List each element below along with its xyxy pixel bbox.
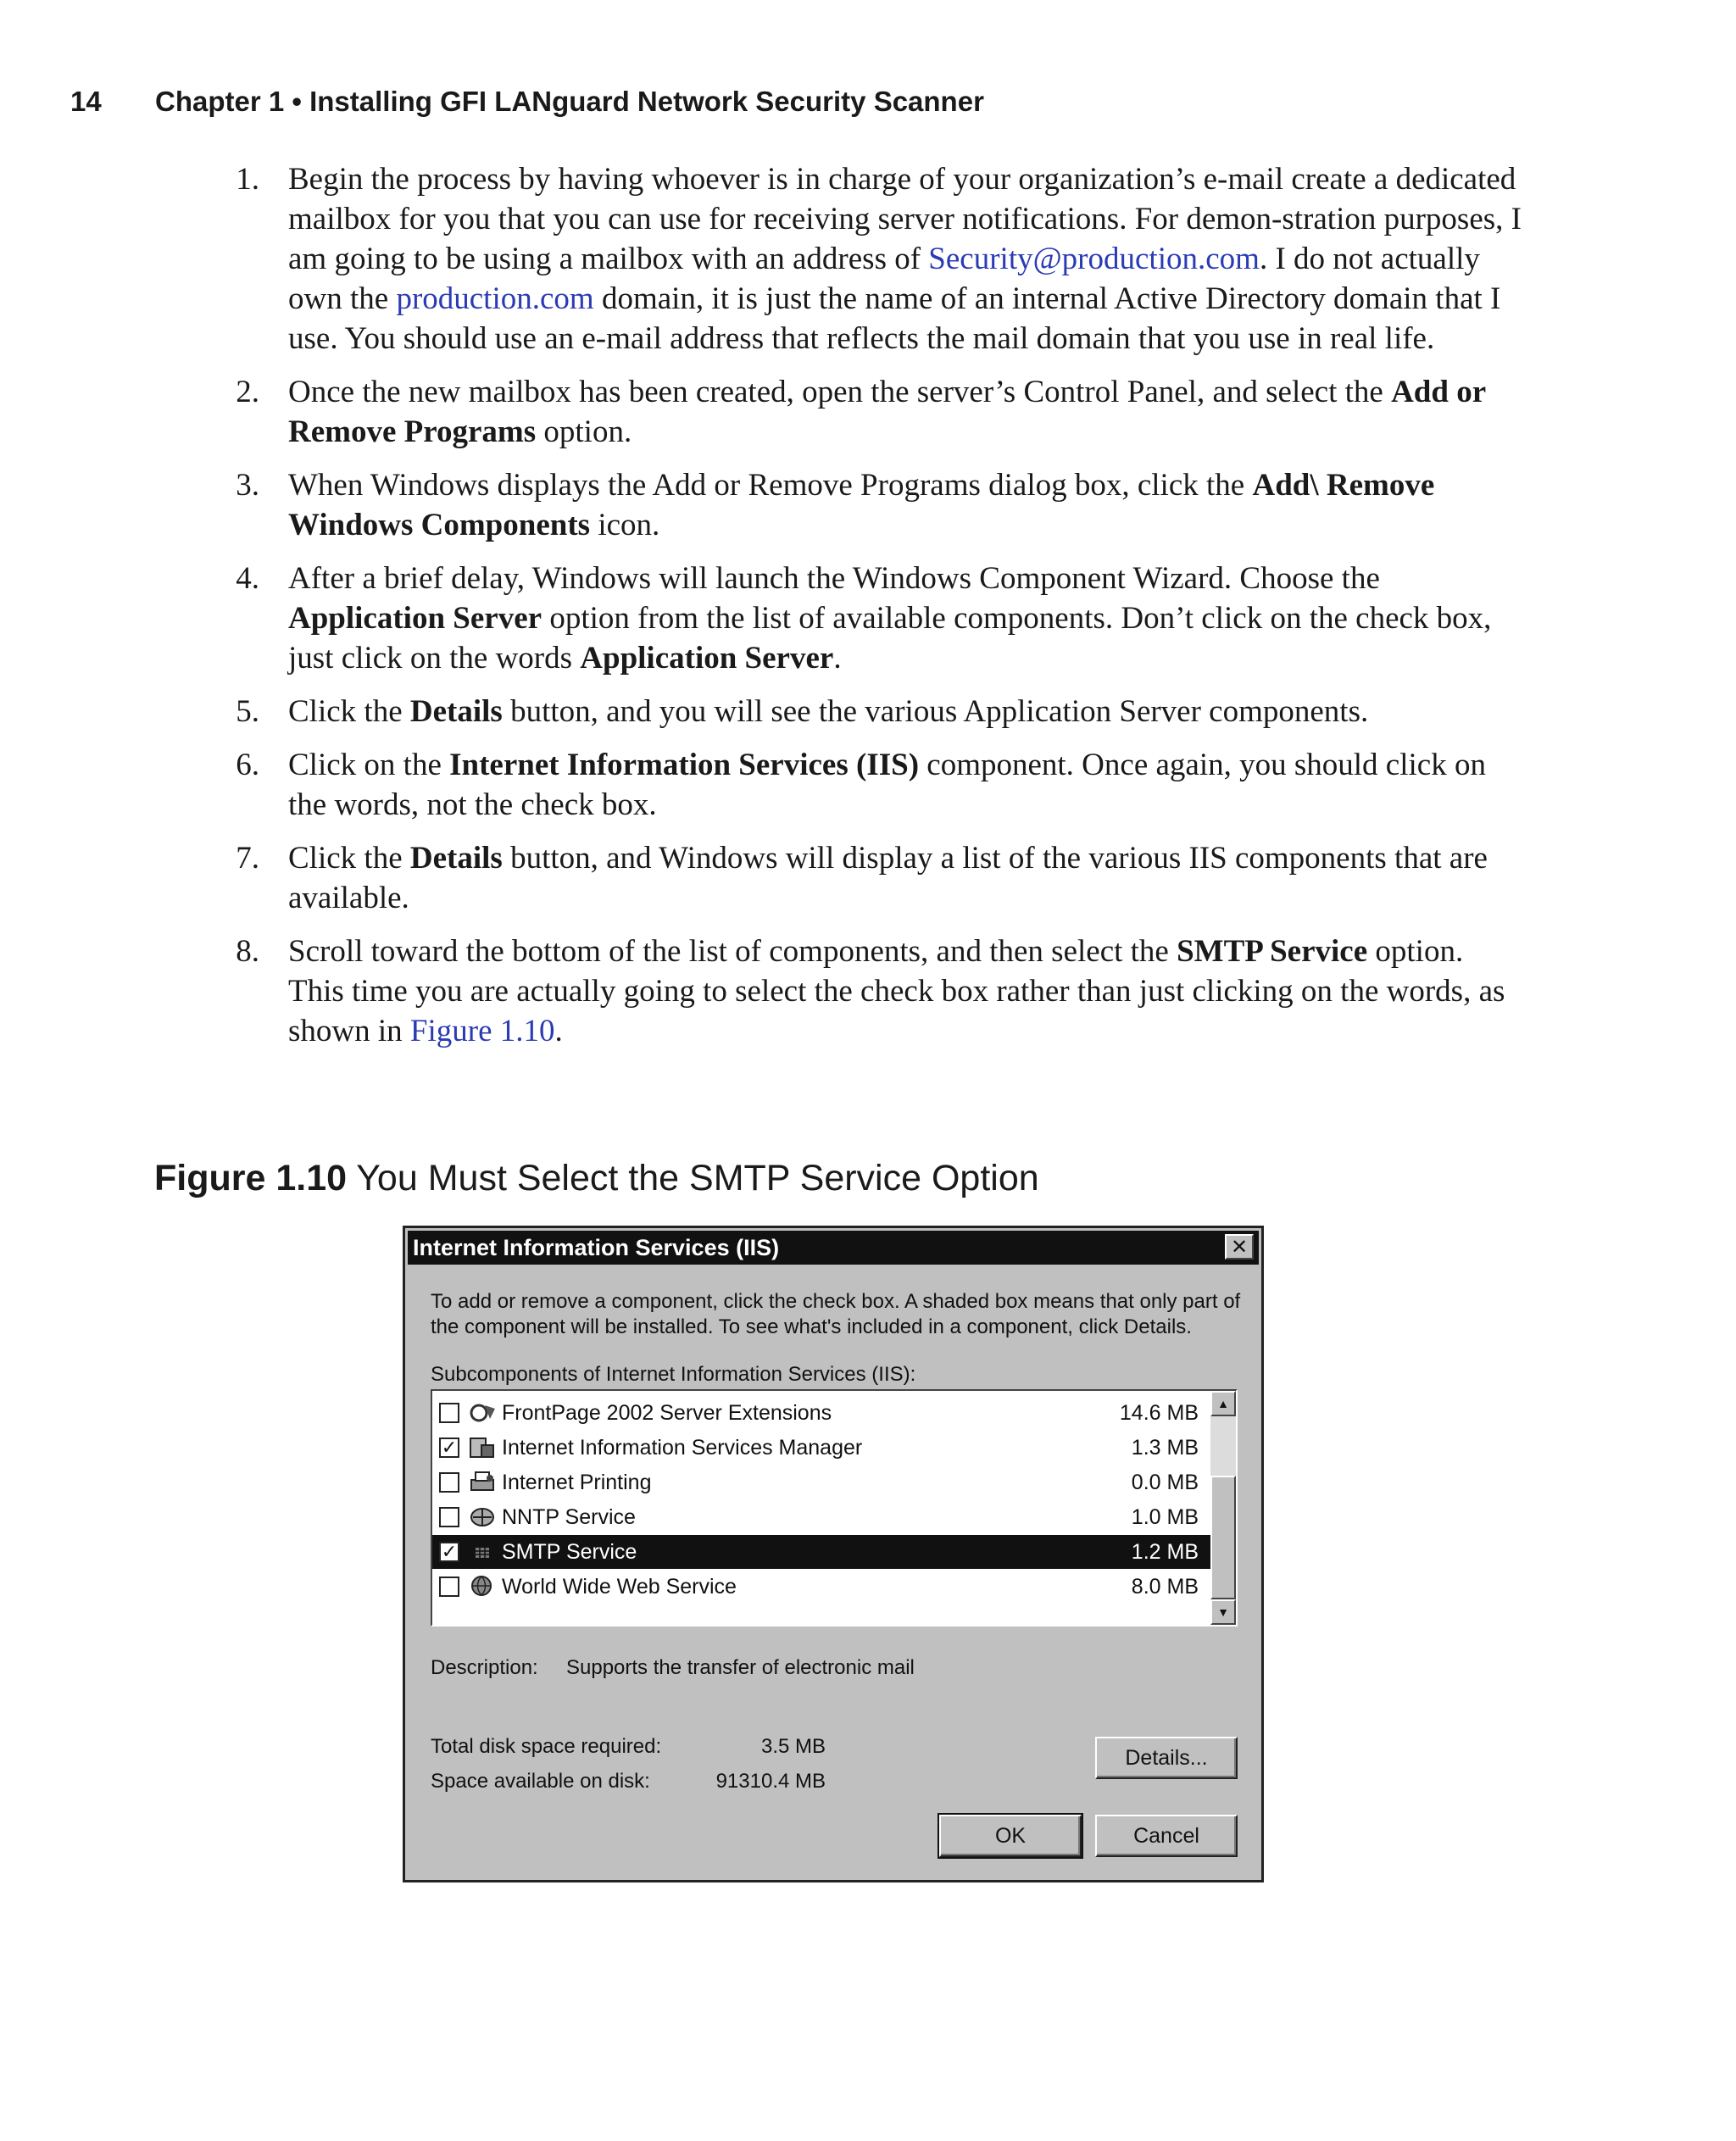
step-number: 6. bbox=[236, 748, 259, 782]
step-item bbox=[220, 931, 1526, 1051]
running-title: Chapter 1 • Installing GFI LANguard Network Security Scanner bbox=[155, 86, 984, 117]
nntp-icon bbox=[468, 1504, 497, 1530]
step-text: option from the list of available components. Don’t click on the check box, just click on the words bbox=[288, 601, 1492, 676]
component-row[interactable] bbox=[432, 1570, 1210, 1604]
component-size: 14.6 MB bbox=[1119, 1400, 1199, 1425]
step-item bbox=[220, 692, 1526, 731]
step-text: Click on the bbox=[288, 748, 450, 782]
ok-button[interactable]: OK bbox=[939, 1815, 1082, 1857]
iis-dialog bbox=[403, 1226, 1264, 1882]
component-label: SMTP Service bbox=[502, 1539, 637, 1564]
component-checkbox[interactable] bbox=[439, 1403, 459, 1423]
page-number: 14 bbox=[70, 86, 102, 117]
step-text: button, and you will see the various Application Server components. bbox=[502, 694, 1369, 729]
list-scrollbar[interactable] bbox=[1210, 1391, 1236, 1625]
total-space-label: Total disk space required: bbox=[431, 1735, 662, 1758]
step-number: 5. bbox=[236, 694, 259, 729]
component-label: Internet Information Services Manager bbox=[502, 1435, 863, 1460]
available-space-label: Space available on disk: bbox=[431, 1770, 650, 1793]
component-label: NNTP Service bbox=[502, 1504, 636, 1529]
close-button[interactable] bbox=[1225, 1234, 1254, 1260]
step-text: . I do not actually own the bbox=[288, 242, 1480, 316]
step-item bbox=[220, 465, 1526, 545]
close-icon: ✕ bbox=[1230, 1235, 1249, 1259]
component-checkbox[interactable] bbox=[439, 1472, 459, 1493]
component-checkbox[interactable]: ✓ bbox=[439, 1542, 459, 1562]
component-row[interactable] bbox=[432, 1396, 1210, 1430]
step-number: 3. bbox=[236, 468, 259, 503]
subcomponents-label: Subcomponents of Internet Information Services (IIS): bbox=[431, 1363, 916, 1386]
printer-icon bbox=[468, 1470, 497, 1495]
instruction-steps bbox=[220, 159, 1526, 1065]
step-item bbox=[220, 559, 1526, 678]
frontpage-icon bbox=[468, 1400, 497, 1426]
component-size: 1.2 MB bbox=[1131, 1539, 1199, 1564]
step-text: Once the new mailbox has been created, open the server’s Control Panel, and select the bbox=[288, 375, 1392, 409]
step-link[interactable]: production.com bbox=[396, 281, 594, 316]
step-item bbox=[220, 745, 1526, 825]
scroll-down-button[interactable]: ▼ bbox=[1210, 1599, 1236, 1625]
step-bold-text: Add\ Remove Windows Components bbox=[288, 468, 1435, 542]
smtp-icon bbox=[468, 1539, 497, 1565]
step-number: 8. bbox=[236, 934, 259, 969]
component-row[interactable] bbox=[432, 1500, 1210, 1534]
step-text: When Windows displays the Add or Remove Programs dialog box, click the bbox=[288, 468, 1253, 503]
step-text: component. Once again, you should click on the words, not the check box. bbox=[288, 748, 1486, 822]
step-item bbox=[220, 372, 1526, 452]
step-text: button, and Windows will display a list of the various IIS components that are available. bbox=[288, 841, 1488, 915]
details-button[interactable]: Details... bbox=[1095, 1737, 1238, 1779]
step-text: . bbox=[833, 641, 842, 676]
step-text: option. bbox=[536, 414, 632, 449]
component-size: 8.0 MB bbox=[1131, 1574, 1199, 1599]
description-label: Description: bbox=[431, 1656, 538, 1679]
component-label: World Wide Web Service bbox=[502, 1574, 737, 1599]
component-size: 1.0 MB bbox=[1131, 1504, 1199, 1529]
step-text: option. This time you are actually going to select the check box rather than just clicking on the words, as shown in bbox=[288, 934, 1505, 1048]
component-size: 0.0 MB bbox=[1131, 1470, 1199, 1494]
running-header bbox=[70, 85, 984, 119]
dialog-title: Internet Information Services (IIS) bbox=[413, 1234, 780, 1260]
step-bold-text: Internet Information Services (IIS) bbox=[449, 748, 920, 782]
step-text: Click the bbox=[288, 841, 410, 876]
total-space-value: 3.5 MB bbox=[760, 1735, 826, 1758]
component-checkbox[interactable] bbox=[439, 1507, 459, 1527]
available-space-value: 91310.4 MB bbox=[715, 1770, 826, 1793]
step-text: icon. bbox=[590, 508, 660, 542]
component-row[interactable] bbox=[432, 1535, 1210, 1569]
step-text: . bbox=[554, 1014, 563, 1048]
step-number: 1. bbox=[236, 162, 259, 197]
dialog-instructions: To add or remove a component, click the check box. A shaded box means that only part of the component will be installed. To see what's included in a component, click Details. bbox=[431, 1290, 1241, 1338]
dialog-titlebar bbox=[408, 1231, 1259, 1265]
step-bold-text: Details bbox=[409, 841, 503, 876]
step-bold-text: Application Server bbox=[580, 641, 834, 676]
step-bold-text: Details bbox=[409, 694, 503, 729]
component-label: FrontPage 2002 Server Extensions bbox=[502, 1400, 832, 1425]
scroll-up-button[interactable]: ▲ bbox=[1210, 1391, 1236, 1416]
step-number: 2. bbox=[236, 375, 259, 409]
iis-manager-icon bbox=[468, 1435, 497, 1460]
step-bold-text: Application Server bbox=[288, 601, 542, 636]
scroll-thumb[interactable] bbox=[1210, 1476, 1236, 1599]
step-bold-text: SMTP Service bbox=[1177, 934, 1368, 969]
step-text: Click the bbox=[288, 694, 410, 729]
component-label: Internet Printing bbox=[502, 1470, 652, 1494]
component-checkbox[interactable]: ✓ bbox=[439, 1438, 459, 1458]
subcomponents-list[interactable] bbox=[431, 1389, 1238, 1627]
step-text: Begin the process by having whoever is in charge of your organization’s e-mail create a dedicated mailbox for you that you can use for receiving server notifications. For demon-stration purposes, I am going to be using a mailbox with an address of bbox=[288, 162, 1522, 276]
component-row[interactable] bbox=[432, 1465, 1210, 1499]
step-text: domain, it is just the name of an internal Active Directory domain that I use. You should use an e-mail address that reflects the mail domain that you use in real life. bbox=[288, 281, 1501, 356]
step-bold-text: Add or Remove Programs bbox=[288, 375, 1486, 449]
step-link[interactable]: Figure 1.10 bbox=[409, 1014, 555, 1048]
description-value: Supports the transfer of electronic mail bbox=[566, 1656, 915, 1679]
web-globe-icon bbox=[468, 1574, 497, 1599]
step-text: After a brief delay, Windows will launch the Windows Component Wizard. Choose the bbox=[288, 561, 1380, 596]
figure-label: Figure 1.10 bbox=[154, 1158, 348, 1198]
component-size: 1.3 MB bbox=[1131, 1435, 1199, 1460]
step-number: 4. bbox=[236, 561, 259, 596]
step-item bbox=[220, 838, 1526, 918]
component-checkbox[interactable] bbox=[439, 1577, 459, 1597]
component-row[interactable] bbox=[432, 1431, 1210, 1465]
step-text: Scroll toward the bottom of the list of components, and then select the bbox=[288, 934, 1177, 969]
figure-title: You Must Select the SMTP Service Option bbox=[356, 1158, 1039, 1198]
figure-caption bbox=[154, 1158, 1039, 1199]
step-item bbox=[220, 159, 1526, 359]
step-link[interactable]: Security@production.com bbox=[928, 242, 1260, 276]
cancel-button[interactable]: Cancel bbox=[1095, 1815, 1238, 1857]
step-number: 7. bbox=[236, 841, 259, 876]
